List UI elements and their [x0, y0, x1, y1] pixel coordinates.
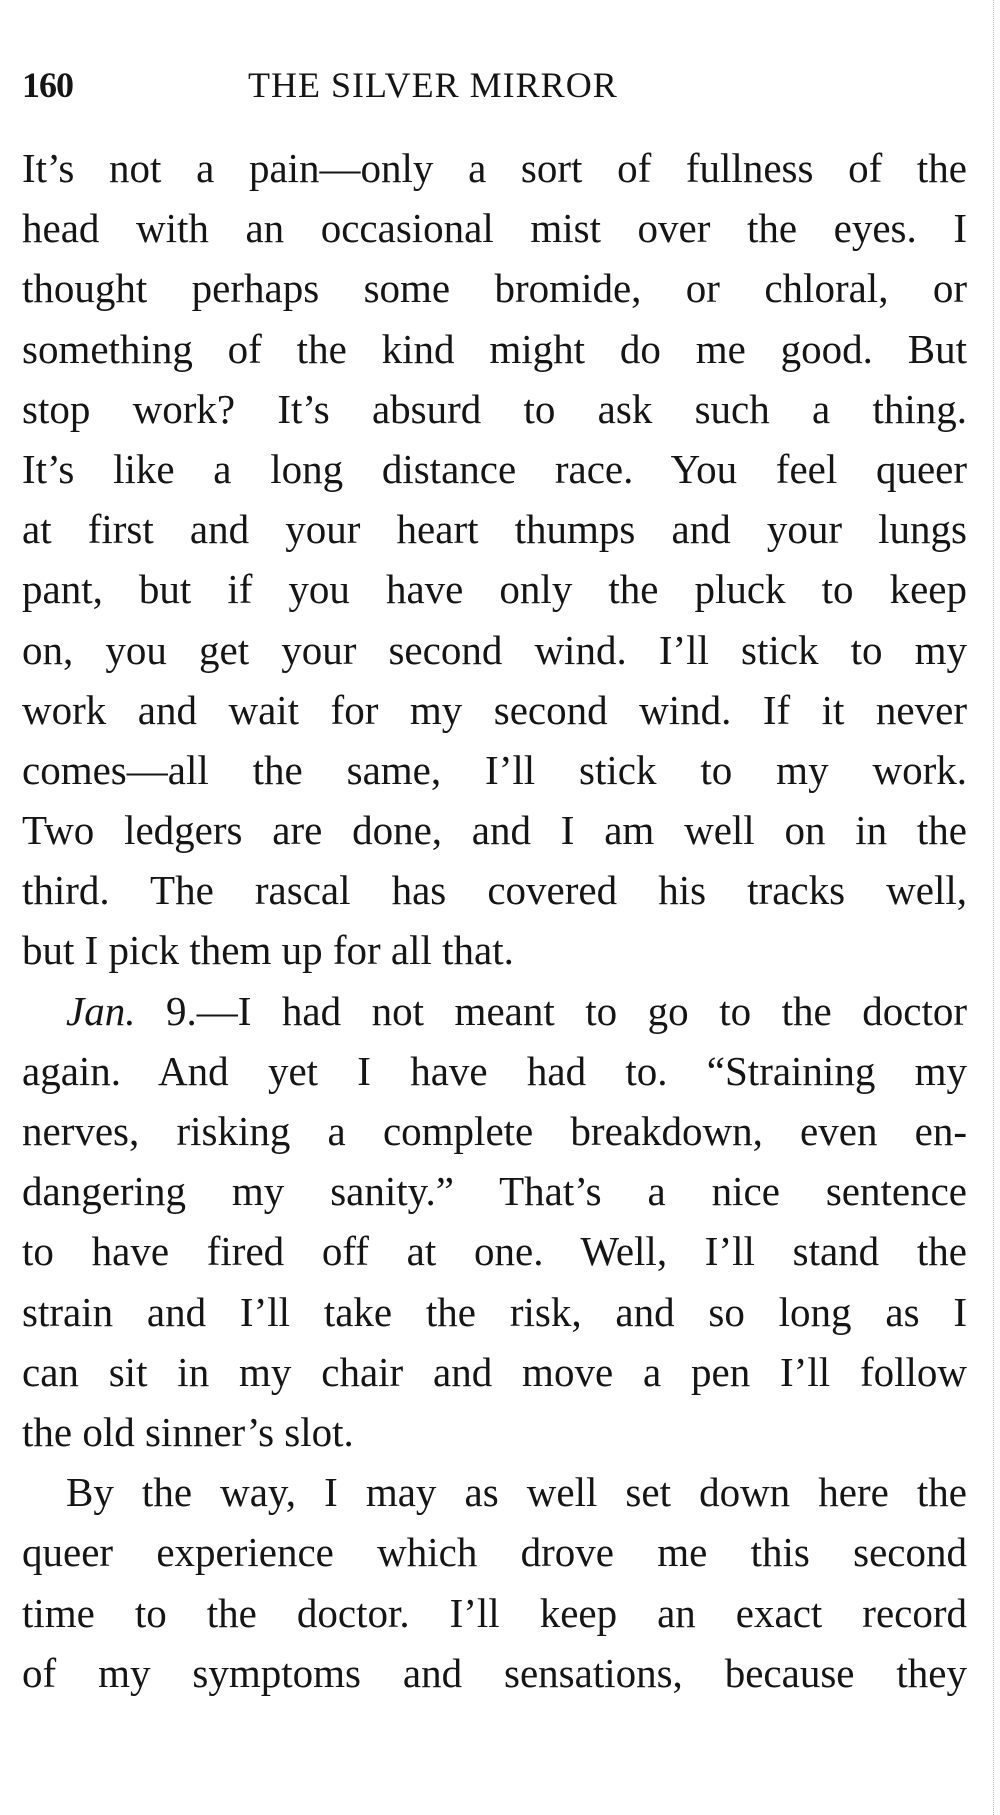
- text-line: the old sinner’s slot.: [22, 1408, 354, 1455]
- page-edge: [993, 0, 995, 1815]
- text-line: head with an occasional mist over the eyes. I: [22, 205, 967, 252]
- text-line: Two ledgers are done, and I am well on in the: [22, 807, 967, 854]
- running-title: THE SILVER MIRROR: [248, 65, 618, 105]
- diary-date: Jan.: [66, 987, 136, 1034]
- text-span: 9.—I had not meant to go to the doctor: [135, 987, 967, 1034]
- text-line: [22, 981, 967, 1041]
- page-number: 160: [22, 65, 73, 105]
- text-line: thought perhaps some bromide, or chloral, or: [22, 265, 967, 312]
- paragraph: [22, 138, 967, 981]
- text-line: on, you get your second wind. I’ll stick to my: [22, 626, 967, 673]
- text-line: of my symptoms and sensations, because they: [22, 1649, 967, 1696]
- text-line: again. And yet I have had to. “Straining my: [22, 1047, 967, 1094]
- text-line: can sit in my chair and move a pen I’ll follow: [22, 1348, 967, 1395]
- text-line: work and wait for my second wind. If it never: [22, 686, 967, 733]
- text-line: It’s not a pain—only a sort of fullness of the: [22, 145, 967, 191]
- text-line: By the way, I may as well set down here the: [66, 1469, 967, 1516]
- paragraph: [22, 981, 967, 1463]
- text-line: something of the kind might do me good. But: [22, 325, 967, 372]
- text-line: pant, but if you have only the pluck to keep: [22, 566, 967, 613]
- body-text: [22, 138, 967, 1703]
- text-line: dangering my sanity.” That’s a nice sentence: [22, 1168, 967, 1215]
- text-line: to have fired off at one. Well, I’ll stand the: [22, 1228, 967, 1275]
- text-line: third. The rascal has covered his tracks well,: [22, 867, 967, 914]
- text-line: strain and I’ll take the risk, and so long as I: [22, 1288, 967, 1335]
- text-line: at first and your heart thumps and your lungs: [22, 506, 967, 553]
- text-line: but I pick them up for all that.: [22, 927, 514, 974]
- text-line: stop work? It’s absurd to ask such a thing.: [22, 385, 967, 432]
- text-line: time to the doctor. I’ll keep an exact record: [22, 1589, 967, 1636]
- text-line: comes—all the same, I’ll stick to my work.: [22, 746, 967, 793]
- text-line: It’s like a long distance race. You feel queer: [22, 445, 967, 492]
- text-line: queer experience which drove me this second: [22, 1529, 967, 1576]
- paragraph: [22, 1462, 967, 1703]
- text-line: nerves, risking a complete breakdown, even en-: [22, 1108, 967, 1154]
- running-header: [22, 64, 967, 114]
